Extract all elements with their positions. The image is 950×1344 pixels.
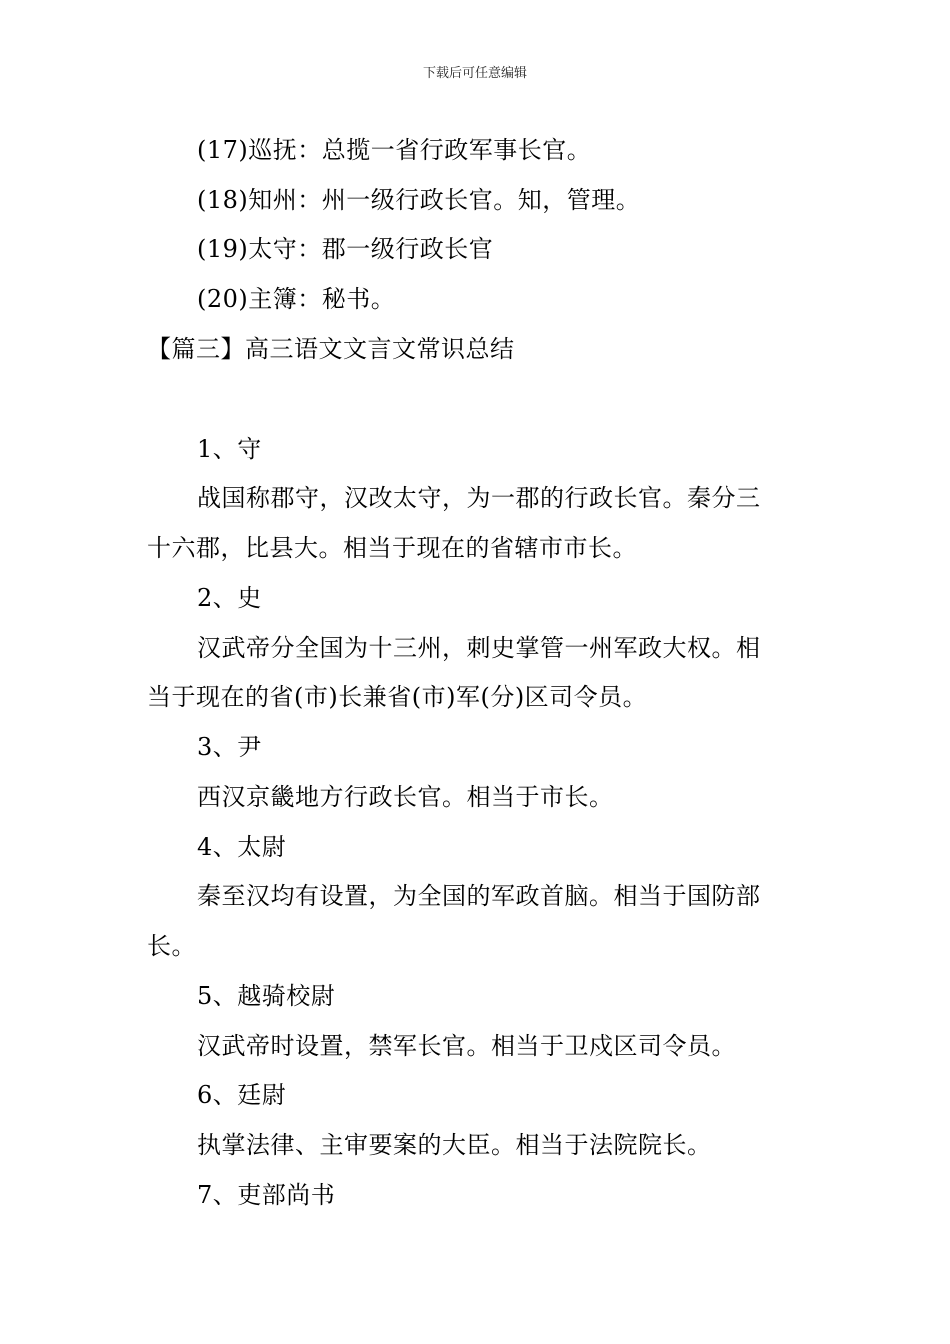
item-heading-7: 7、吏部尚书 [197, 1181, 336, 1209]
list-item-20: (20)主簿：秘书。 [197, 285, 396, 313]
item-heading-5: 5、越骑校尉 [197, 982, 336, 1010]
paragraph-line: 战国称郡守，汉改太守，为一郡的行政长官。秦分三 [197, 484, 761, 512]
item-heading-3: 3、尹 [197, 733, 262, 761]
paragraph-line: 汉武帝时设置，禁军长官。相当于卫戍区司令员。 [197, 1032, 736, 1060]
item-heading-4: 4、太尉 [197, 833, 287, 861]
item-heading-6: 6、廷尉 [197, 1081, 287, 1109]
paragraph-line: 汉武帝分全国为十三州，刺史掌管一州军政大权。相 [197, 634, 761, 662]
paragraph-line: 秦至汉均有设置，为全国的军政首脑。相当于国防部 [197, 882, 761, 910]
paragraph-line: 当于现在的省(市)长兼省(市)军(分)区司令员。 [147, 683, 648, 711]
paragraph-line: 十六郡，比县大。相当于现在的省辖市市长。 [147, 534, 637, 562]
list-item-18: (18)知州：州一级行政长官。知，管理。 [197, 186, 641, 214]
section-heading: 【篇三】高三语文文言文常识总结 [147, 335, 515, 363]
page-header-note: 下载后可任意编辑 [422, 66, 527, 81]
item-heading-1: 1、守 [197, 435, 262, 463]
list-item-17: (17)巡抚：总揽一省行政军事长官。 [197, 136, 592, 164]
paragraph-line: 长。 [147, 932, 196, 960]
list-item-19: (19)太守：郡一级行政长官 [197, 235, 494, 263]
paragraph-line: 西汉京畿地方行政长官。相当于市长。 [197, 783, 614, 811]
paragraph-line: 执掌法律、主审要案的大臣。相当于法院院长。 [197, 1131, 712, 1159]
item-heading-2: 2、史 [197, 584, 262, 612]
